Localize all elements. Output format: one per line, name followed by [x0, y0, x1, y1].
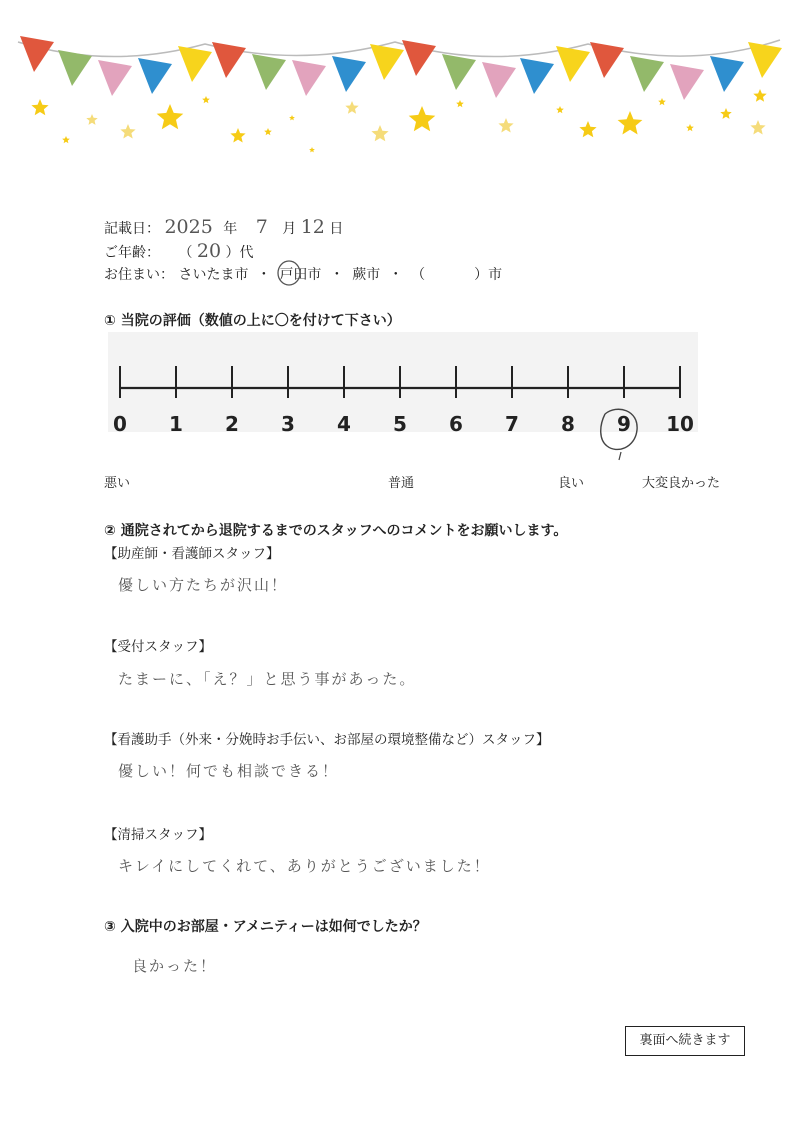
star-decoration [264, 128, 272, 135]
age-close-paren: ）代 [225, 245, 254, 261]
date-day-value: 12 [300, 216, 325, 238]
age-open-paren: （ [178, 245, 193, 261]
residence-selection-circle [275, 258, 303, 288]
star-decoration [686, 124, 694, 131]
reception-staff-label: 【受付スタッフ】 [104, 639, 212, 655]
rating-scale-line [108, 360, 698, 400]
day-unit: 日 [329, 221, 344, 237]
star-decoration [753, 89, 766, 102]
bunting-flag [178, 46, 212, 82]
residence-separator: ・ [329, 267, 344, 283]
age-value: 20 [196, 240, 222, 262]
star-decoration [720, 108, 731, 119]
residence-option-saitama: さいたま市 [178, 267, 249, 283]
star-decoration [409, 106, 436, 131]
bunting-flag [710, 56, 744, 92]
assistant-staff-label: 【看護助手（外来・分娩時お手伝い、お部屋の環境整備など）スタッフ】 [104, 732, 550, 748]
star-decoration [498, 118, 513, 133]
age-label: ご年齢： [104, 245, 160, 261]
scale-label-normal: 普通 [388, 476, 415, 491]
bunting-flag [370, 44, 404, 80]
date-month-value: 7 [255, 216, 268, 238]
bunting-flag [212, 42, 246, 78]
midwife-staff-comment: 優しい方たちが沢山！ [118, 576, 289, 594]
scale-number-0[interactable]: 0 [113, 412, 127, 436]
month-unit: 月 [282, 221, 297, 237]
cleaning-staff-label: 【清掃スタッフ】 [104, 827, 212, 843]
bunting-flag [590, 42, 624, 78]
residence-other-open: （ [411, 267, 426, 283]
star-decoration [556, 106, 564, 113]
star-decoration [750, 120, 765, 135]
midwife-staff-label: 【助産師・看護師スタッフ】 [104, 546, 280, 562]
scale-label-very-good: 大変良かった [642, 476, 721, 491]
scale-number-6[interactable]: 6 [449, 412, 463, 436]
scale-number-1[interactable]: 1 [169, 412, 183, 436]
bunting-flag [98, 60, 132, 96]
continue-on-back-label: 裏面へ続きます [625, 1026, 745, 1056]
star-decoration [345, 101, 358, 114]
residence-option-warabi: 蕨市 [352, 267, 381, 283]
residence-option-toda: 戸田市 [279, 267, 322, 283]
date-row [104, 216, 343, 238]
bunting-flag [520, 58, 554, 94]
star-decoration [579, 121, 596, 137]
cleaning-staff-comment: キレイにしてくれて、ありがとうございました！ [118, 857, 491, 875]
residence-separator: ・ [388, 267, 403, 283]
year-unit: 年 [223, 221, 238, 237]
bunting-flag [482, 62, 516, 98]
room-section-title: ③ 入院中のお部屋・アメニティーは如何でしたか？ [104, 919, 427, 935]
rating-selection-circle [595, 402, 645, 462]
star-decoration [157, 104, 184, 129]
star-decoration [658, 98, 666, 105]
star-decoration [202, 96, 210, 103]
residence-row [104, 264, 502, 284]
star-decoration [618, 111, 643, 135]
star-decoration [86, 114, 97, 125]
reception-staff-comment: たまーに、「え？」と思う事があった。 [118, 670, 417, 688]
date-label: 記載日： [104, 221, 160, 237]
bunting-flag [138, 58, 172, 94]
star-decoration [289, 115, 295, 120]
star-decoration [371, 125, 388, 141]
assistant-staff-comment: 優しい！何でも相談できる！ [118, 762, 340, 780]
residence-label: お住まい： [104, 267, 174, 283]
comments-section-title: ② 通院されてから退院するまでのスタッフへのコメントをお願いします。 [104, 523, 568, 539]
bunting-flag [252, 54, 286, 90]
room-comment: 良かった！ [132, 957, 218, 975]
bunting-flag [748, 42, 782, 78]
star-decoration [456, 100, 464, 107]
rating-section-title: ① 当院の評価（数値の上に〇を付けて下さい） [104, 313, 401, 329]
scale-number-7[interactable]: 7 [505, 412, 519, 436]
residence-separator: ・ [256, 267, 271, 283]
residence-other-close: ）市 [474, 267, 503, 283]
bunting-flag [332, 56, 366, 92]
bunting-flag [20, 36, 54, 72]
scale-label-bad: 悪い [104, 476, 131, 491]
scale-number-10[interactable]: 10 [666, 412, 694, 436]
bunting-decoration [0, 0, 800, 170]
scale-label-good: 良い [558, 476, 585, 491]
star-decoration [309, 147, 315, 152]
bunting-flag [402, 40, 436, 76]
date-year-value: 2025 [164, 216, 213, 238]
scale-number-2[interactable]: 2 [225, 412, 239, 436]
star-decoration [31, 99, 48, 115]
scale-number-9[interactable]: 9 [617, 412, 631, 436]
star-decoration [62, 136, 70, 143]
bunting-flag [670, 64, 704, 100]
bunting-flag [630, 56, 664, 92]
scale-number-4[interactable]: 4 [337, 412, 351, 436]
age-row [104, 240, 254, 262]
bunting-flag [556, 46, 590, 82]
scale-number-5[interactable]: 5 [393, 412, 407, 436]
scale-number-3[interactable]: 3 [281, 412, 295, 436]
bunting-flag [58, 50, 92, 86]
star-decoration [120, 124, 135, 139]
bunting-flag [442, 54, 476, 90]
star-decoration [230, 128, 245, 143]
scale-number-8[interactable]: 8 [561, 412, 575, 436]
bunting-flag [292, 60, 326, 96]
